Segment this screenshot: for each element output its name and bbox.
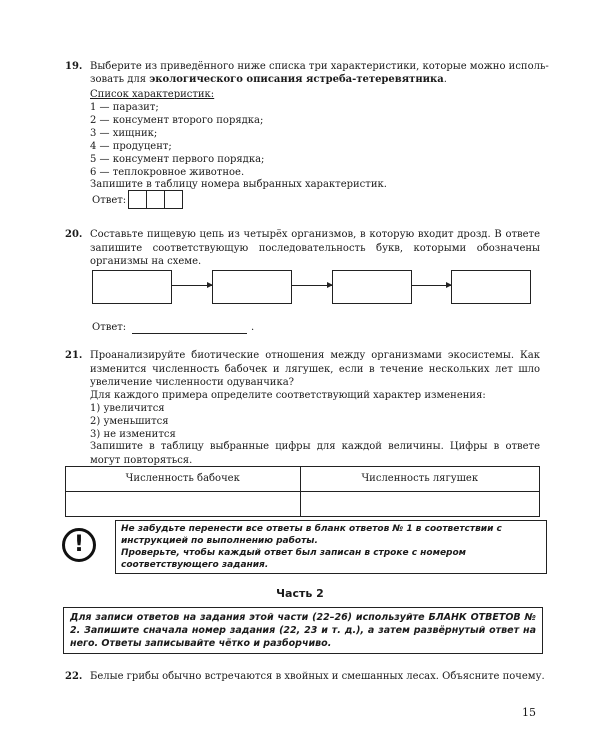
question-19-intro-line2 bbox=[90, 73, 540, 87]
notice-text-2: Проверьте, чтобы каждый ответ был записан в строке с номером соответствующего задания. bbox=[121, 548, 467, 570]
q19-option-1: 1 — паразит; bbox=[90, 102, 159, 113]
q19-answer-cell[interactable] bbox=[165, 191, 182, 208]
question-19-number: 19. bbox=[65, 61, 83, 72]
q20-answer-end: . bbox=[251, 322, 255, 333]
q19-option-4: 4 — продуцент; bbox=[90, 141, 172, 152]
food-chain-arrow-1 bbox=[171, 285, 212, 286]
question-20-number: 20. bbox=[65, 229, 83, 240]
q20-answer-label: Ответ: bbox=[92, 322, 127, 333]
q19-intro-bold: экологического описания ястреба-тетеревятника bbox=[149, 74, 444, 85]
q19-intro-post: . bbox=[443, 74, 447, 85]
q19-answer-cell[interactable] bbox=[147, 191, 165, 208]
q20-answer-line[interactable] bbox=[132, 333, 247, 334]
q19-intro-pre: зовать для bbox=[90, 74, 150, 85]
food-chain-box-3 bbox=[332, 270, 412, 304]
part2-instruction: Для записи ответов на задания этой части (22–26) используйте БЛАНК ОТВЕТОВ № 2. Запишите сначала номер задания (22, 23 и т. д.), а затем развёрнутый ответ на него. Ответы записывайте чётко и разборчиво. bbox=[63, 607, 543, 654]
table-header-butterflies: Численность бабочек bbox=[66, 467, 301, 492]
answer-cell-frogs[interactable] bbox=[300, 492, 539, 517]
table-header-frogs: Численность лягушек bbox=[300, 467, 539, 492]
question-19-intro-line1: Выберите из приведённого ниже списка три характеристики, которые можно исполь- bbox=[90, 61, 549, 72]
notice-text-1: Не забудьте перенести все ответы в бланк ответов № 1 в соответствии с инструкцией по выполнению работы. bbox=[121, 524, 502, 546]
q19-option-6: 6 — теплокровное животное. bbox=[90, 167, 245, 178]
question-21-subtext: Для каждого примера определите соответствующий характер изменения: bbox=[90, 390, 486, 401]
exclamation-circle-icon: ! bbox=[62, 528, 96, 562]
q21-option-3: 3) не изменится bbox=[90, 429, 176, 440]
transfer-notice bbox=[115, 520, 547, 574]
q21-answer-table bbox=[65, 466, 540, 517]
table-row bbox=[66, 492, 540, 517]
question-22-text: Белые грибы обычно встречаются в хвойных и смешанных лесах. Объясните почему. bbox=[90, 671, 545, 682]
question-21-number: 21. bbox=[65, 350, 83, 361]
food-chain-arrow-3 bbox=[411, 285, 451, 286]
question-20-text: Составьте пищевую цепь из четырёх организмов, в которую входит дрозд. В ответе запишите соответствующую последовательность букв, которыми обозначены организмы на схеме. bbox=[90, 229, 540, 267]
food-chain-box-1 bbox=[92, 270, 172, 304]
food-chain-box-4 bbox=[451, 270, 531, 304]
q21-option-1: 1) увеличится bbox=[90, 403, 165, 414]
q19-option-3: 3 — хищник; bbox=[90, 128, 158, 139]
q21-option-2: 2) уменьшится bbox=[90, 416, 169, 427]
q19-answer-cell[interactable] bbox=[129, 191, 147, 208]
question-19-list-title: Список характеристик: bbox=[90, 89, 215, 100]
q19-answer-label: Ответ: bbox=[92, 195, 127, 206]
q19-option-2: 2 — консумент второго порядка; bbox=[90, 115, 264, 126]
question-22-number: 22. bbox=[65, 671, 83, 682]
q19-option-5: 5 — консумент первого порядка; bbox=[90, 154, 265, 165]
food-chain-box-2 bbox=[212, 270, 292, 304]
answer-cell-butterflies[interactable] bbox=[66, 492, 301, 517]
q21-instruction: Запишите в таблицу выбранные цифры для каждой величины. Цифры в ответе могут повторяться. bbox=[90, 441, 540, 466]
q19-answer-boxes[interactable] bbox=[128, 190, 183, 209]
page-number: 15 bbox=[522, 706, 536, 719]
food-chain-arrow-2 bbox=[291, 285, 332, 286]
part2-title: Часть 2 bbox=[276, 587, 324, 600]
question-21-text: Проанализируйте биотические отношения между организмами экосистемы. Как изменится численность бабочек и лягушек, если в течение нескольких лет шло увеличение численности одуванчика? bbox=[90, 350, 540, 388]
table-header-row bbox=[66, 467, 540, 492]
q19-instruction: Запишите в таблицу номера выбранных характеристик. bbox=[90, 179, 387, 190]
